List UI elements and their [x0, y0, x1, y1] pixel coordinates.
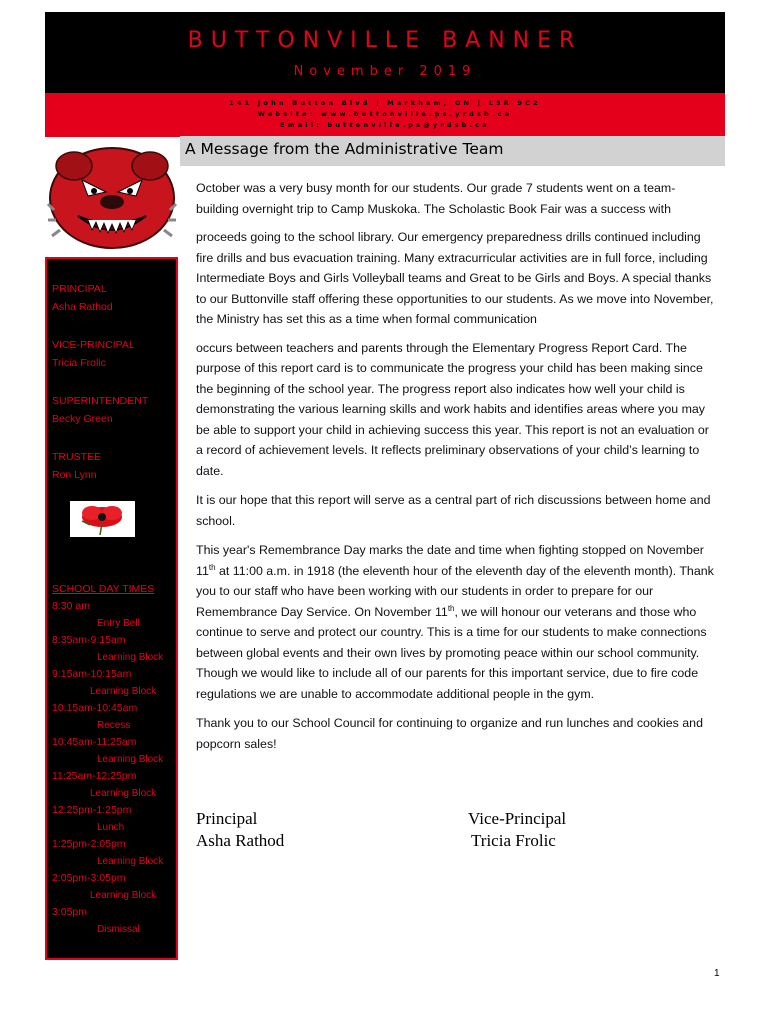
schedule-time: 12:25pm-1:25pm [52, 804, 132, 816]
bulldog-mascot-logo [44, 140, 180, 254]
superintendent-name: Becky Green [52, 413, 113, 425]
masthead [45, 12, 725, 93]
schedule-event: Learning Block [90, 788, 157, 799]
section-title: A Message from the Administrative Team [185, 140, 504, 158]
principal-name: Asha Rathod [52, 301, 113, 313]
page-number: 1 [714, 968, 720, 979]
school-email[interactable]: Email: buttonville.ps@yrdsb.ca [280, 121, 490, 129]
schedule-event: Recess [97, 720, 131, 731]
schedule-event: Learning Block [97, 754, 164, 765]
principal-role: PRINCIPAL [52, 283, 107, 295]
trustee-role: TRUSTEE [52, 451, 102, 463]
ordinal-suffix: th [447, 603, 455, 613]
paragraph-remembrance-day [196, 540, 716, 704]
ordinal-suffix: th [208, 562, 216, 572]
schedule-event: Lunch [97, 822, 125, 833]
trustee-name: Ron Lynn [52, 469, 97, 481]
schedule-event: Learning Block [90, 890, 157, 901]
schedule-event: Entry Bell [97, 618, 140, 629]
remembrance-text-3: , we will honour our veterans and those who continue to serve and protect our country. This is a time for our students to make connections between global events and their own lives by promoting peace within our school community. Though we would like to include all of our parents for this important service, due to fire code regulations we are unable to accommodate additional people in the gym. [196, 604, 707, 701]
schedule-time: 2:05pm-3:05pm [52, 872, 126, 884]
message-body [196, 178, 716, 754]
schedule-time: 10:45am-11:25am [52, 736, 137, 748]
remembrance-text-1: This year's Remembrance Day marks the date and time when fighting stopped on November 11 [196, 543, 704, 578]
paragraph-school-council: Thank you to our School Council for continuing to organize and run lunches and cookies and popcorn sales! [196, 716, 703, 751]
contact-bar [45, 93, 725, 137]
vice-principal-signature [468, 808, 566, 852]
schedule-event: Learning Block [97, 856, 164, 867]
schedule-time: 8:30 am [52, 600, 90, 612]
schedule-time: 1:25pm-2:05pm [52, 838, 126, 850]
paragraph-report-hope: It is our hope that this report will serve as a central part of rich discussions between home and school. [196, 493, 711, 528]
vice-principal-role: VICE-PRINCIPAL [52, 339, 135, 351]
schedule-time: 10:15am-10:45am [52, 702, 138, 714]
paragraph-october-recap-cont: proceeds going to the school library. Our emergency preparedness drills continued including fire drills and bus evacuation training. Many extracurricular activities are in full force, including Intermediate Boys and Girls Volleyball teams and Great to be Girls and Boys. A special thanks to our Buttonville staff offering these opportunities to our students. As we move into November, the Ministry has set this as a time when formal communication [196, 230, 714, 326]
sidebar [45, 257, 178, 960]
signature-name: Tricia Frolic [471, 831, 556, 850]
issue-date: November 2019 [293, 64, 477, 79]
signature-role: Vice-Principal [468, 809, 567, 828]
section-header [180, 136, 725, 166]
schedule-time: 9:15am-10:15am [52, 668, 132, 680]
remembrance-text-2: at 11:00 a.m. in 1918 (the eleventh hour of the eleventh day of the eleventh month). Thank you to our staff who have been working with our students in order to prepare for our Remembrance Day Service. On November 11 [196, 563, 714, 619]
schedule-time: 11:25am-12:25pm [52, 770, 137, 782]
school-address: 141 John Button Blvd | Markham, ON | L3R 9C2 [229, 99, 541, 107]
schedule-time: 3:05pm [52, 906, 88, 918]
schedule-time: 8:35am-9:15am [52, 634, 126, 646]
poppy-image [70, 501, 135, 537]
schedule-event: Learning Block [97, 652, 164, 663]
school-day-times [52, 581, 163, 938]
superintendent-role: SUPERINTENDENT [52, 395, 149, 407]
vice-principal-name: Tricia Frolic [52, 357, 106, 369]
schedule-title: SCHOOL DAY TIMES [52, 583, 155, 595]
principal-signature [196, 808, 284, 852]
schedule-event: Learning Block [90, 686, 157, 697]
paragraph-report-card: occurs between teachers and parents through the Elementary Progress Report Card. The purpose of this report card is to communicate the progress your child has been making since the beginning of the school year. The progress report also indicates how well your child is demonstrating the various learning skills and work habits and identifies areas where you may be able to support your child in achieving success this year. This report is not an evaluation or a record of achievement levels. It reflects preliminary observations of your child’s learning to date. [196, 340, 709, 478]
school-website[interactable]: Website: www.buttonville.ps.yrdsb.ca [257, 110, 513, 118]
paragraph-october-recap: October was a very busy month for our students. Our grade 7 students went on a team-building overnight trip to Camp Muskoka. The Scholastic Book Fair was a success with [196, 181, 676, 216]
newsletter-title: BUTTONVILLE BANNER [187, 28, 583, 53]
signature-name: Asha Rathod [196, 831, 285, 850]
schedule-event: Dismissal [97, 924, 140, 935]
signature-role: Principal [196, 809, 258, 828]
